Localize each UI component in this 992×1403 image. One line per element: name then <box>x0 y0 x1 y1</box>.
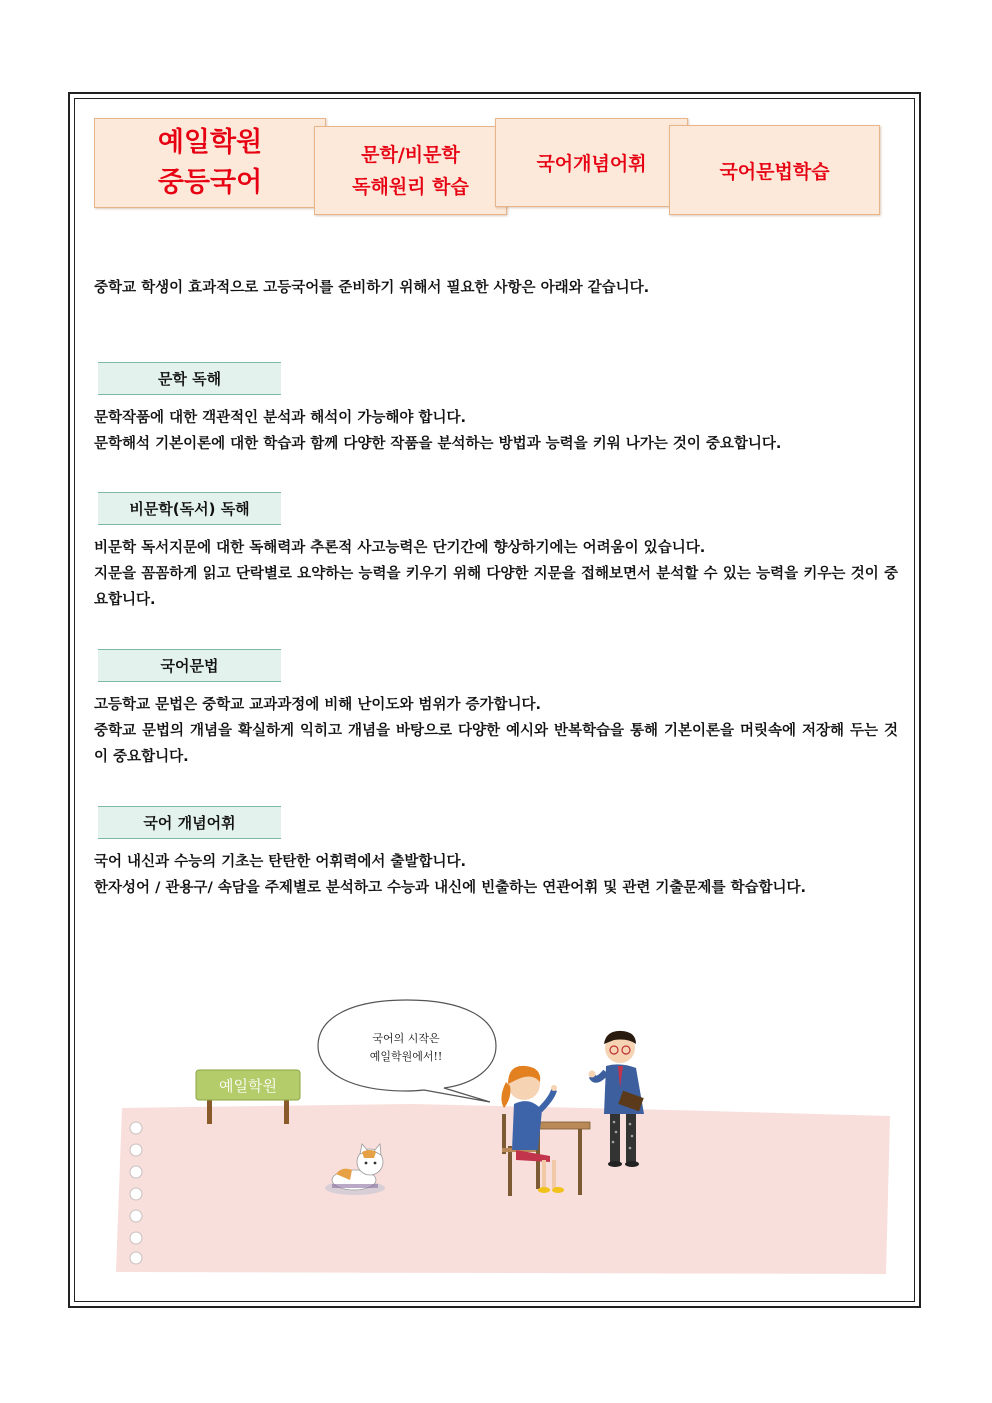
section-line: 비문학 독서지문에 대한 독해력과 추론적 사고능력은 단기간에 향상하기에는 어려움이 있습니다. <box>94 540 706 556</box>
tab-reading-line2: 독해원리 학습 <box>352 175 469 198</box>
tab-grammar <box>669 125 880 215</box>
section-line: 국어 내신과 수능의 기초는 탄탄한 어휘력에서 출발합니다. <box>94 854 466 870</box>
section-line: 문학해석 기본이론에 대한 학습과 함께 다양한 작품을 분석하는 방법과 능력을 키워 나가는 것이 중요합니다. <box>94 436 782 452</box>
tab-academy-title <box>94 118 326 208</box>
section-line: 고등학교 문법은 중학교 교과과정에 비해 난이도와 범위가 증가합니다. <box>94 697 542 713</box>
section-body-grammar <box>94 692 898 770</box>
tab-vocabulary <box>495 118 688 207</box>
bubble-line: 예일학원에서!! <box>369 1050 443 1063</box>
section-line: 지문을 꼼꼼하게 읽고 단락별로 요약하는 능력을 키우기 위해 다양한 지문을 접해보면서 분석할 수 있는 능력을 키우는 것이 중요합니다. <box>94 566 898 608</box>
student-at-desk-illustration <box>492 1064 592 1200</box>
section-line: 문학작품에 대한 객관적인 분석과 해석이 가능해야 합니다. <box>94 410 466 426</box>
cat-illustration <box>322 1140 388 1198</box>
section-heading-vocabulary: 국어 개념어휘 <box>98 806 281 839</box>
section-body-nonliterature <box>94 535 898 613</box>
tab-academy-name: 예일학원 <box>157 127 263 158</box>
intro-text: 중학교 학생이 효과적으로 고등국어를 준비하기 위해서 필요한 사항은 아래와 같습니다. <box>94 280 650 296</box>
section-heading-literature: 문학 독해 <box>98 362 281 395</box>
tab-vocabulary-label: 국어개념어휘 <box>536 153 647 175</box>
speech-bubble-text <box>326 1030 486 1066</box>
section-body-vocabulary <box>94 849 898 901</box>
section-line: 중학교 문법의 개념을 확실하게 익히고 개념을 바탕으로 다양한 예시와 반복학습을 통해 기본이론을 머릿속에 저장해 두는 것이 중요합니다. <box>94 723 898 765</box>
tab-grammar-label: 국어문법학습 <box>719 160 830 183</box>
signboard-text: 예일학원 <box>219 1076 277 1095</box>
section-body-literature <box>94 405 898 457</box>
tab-academy-subject: 중등국어 <box>157 167 263 198</box>
tab-reading <box>314 126 507 215</box>
section-heading-nonliterature: 비문학(독서) 독해 <box>98 492 281 525</box>
section-line: 한자성어 / 관용구/ 속담을 주제별로 분석하고 수능과 내신에 빈출하는 연관어휘 및 관련 기출문제를 학습합니다. <box>94 880 807 896</box>
teacher-illustration <box>586 1028 662 1172</box>
section-heading-grammar: 국어문법 <box>98 649 281 682</box>
tab-reading-line1: 문학/비문학 <box>361 143 460 166</box>
bubble-line: 국어의 시작은 <box>372 1032 440 1045</box>
